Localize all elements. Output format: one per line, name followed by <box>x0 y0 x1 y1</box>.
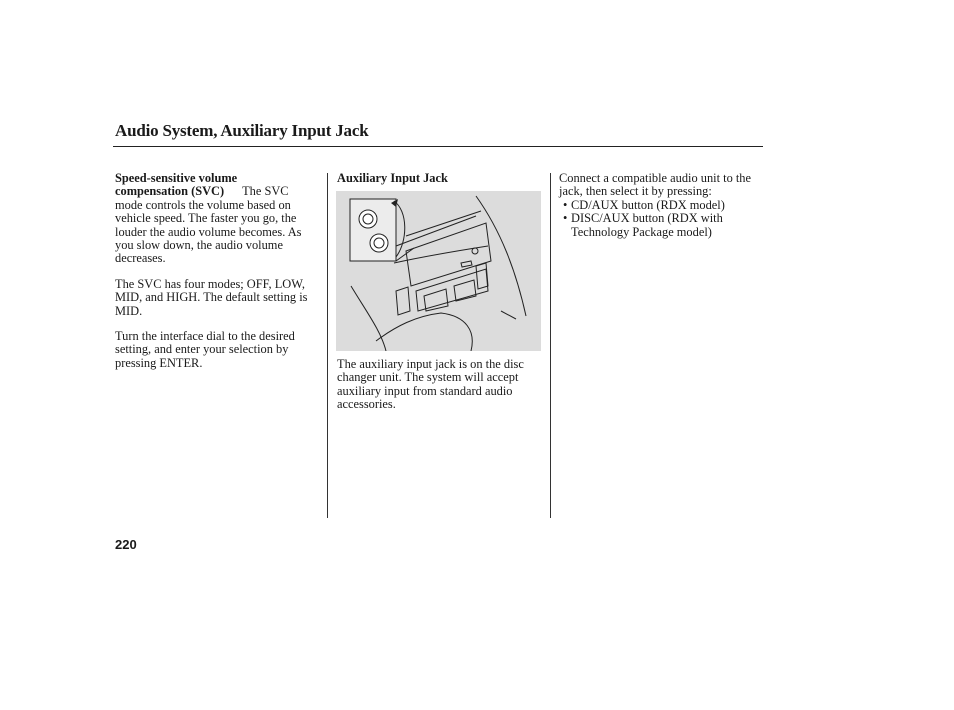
svc-heading-line2: compensation (SVC) <box>115 184 225 199</box>
aux-jack-drawing <box>336 191 541 351</box>
svc-paragraph-3: Turn the interface dial to the desired setting, and enter your selection by pressing ENTER. <box>115 329 295 370</box>
svc-para1-lead: The SVC <box>242 184 289 199</box>
aux-jack-illustration <box>336 191 541 351</box>
list-item: • CD/AUX button (RDX model) <box>559 199 754 212</box>
column-divider-2 <box>550 173 551 518</box>
aux-caption: The auxiliary input jack is on the disc changer unit. The system will accept auxiliary input from standard audio accessories. <box>337 357 524 412</box>
column-divider-1 <box>327 173 328 518</box>
svc-column <box>115 172 320 382</box>
connect-column <box>559 172 754 239</box>
aux-heading-block <box>337 172 547 185</box>
title-rule <box>113 146 763 147</box>
list-item: • DISC/AUX button (RDX with Technology Package model) <box>559 212 754 239</box>
svc-heading-line2-row <box>115 185 320 198</box>
page-title: Audio System, Auxiliary Input Jack <box>115 121 369 140</box>
svc-heading-line1: Speed-sensitive volume <box>115 171 238 185</box>
svc-paragraph-2: The SVC has four modes; OFF, LOW, MID, and HIGH. The default setting is MID. <box>115 276 308 318</box>
page-number: 220 <box>115 537 137 552</box>
svc-paragraph-1: mode controls the volume based on vehicle speed. The faster you go, the louder the audio volume becomes. As you slow down, the audio volume decreases. <box>115 197 302 266</box>
connect-intro: Connect a compatible audio unit to the jack, then select it by pressing: <box>559 171 752 199</box>
aux-heading: Auxiliary Input Jack <box>337 171 448 185</box>
button-list <box>559 199 754 239</box>
